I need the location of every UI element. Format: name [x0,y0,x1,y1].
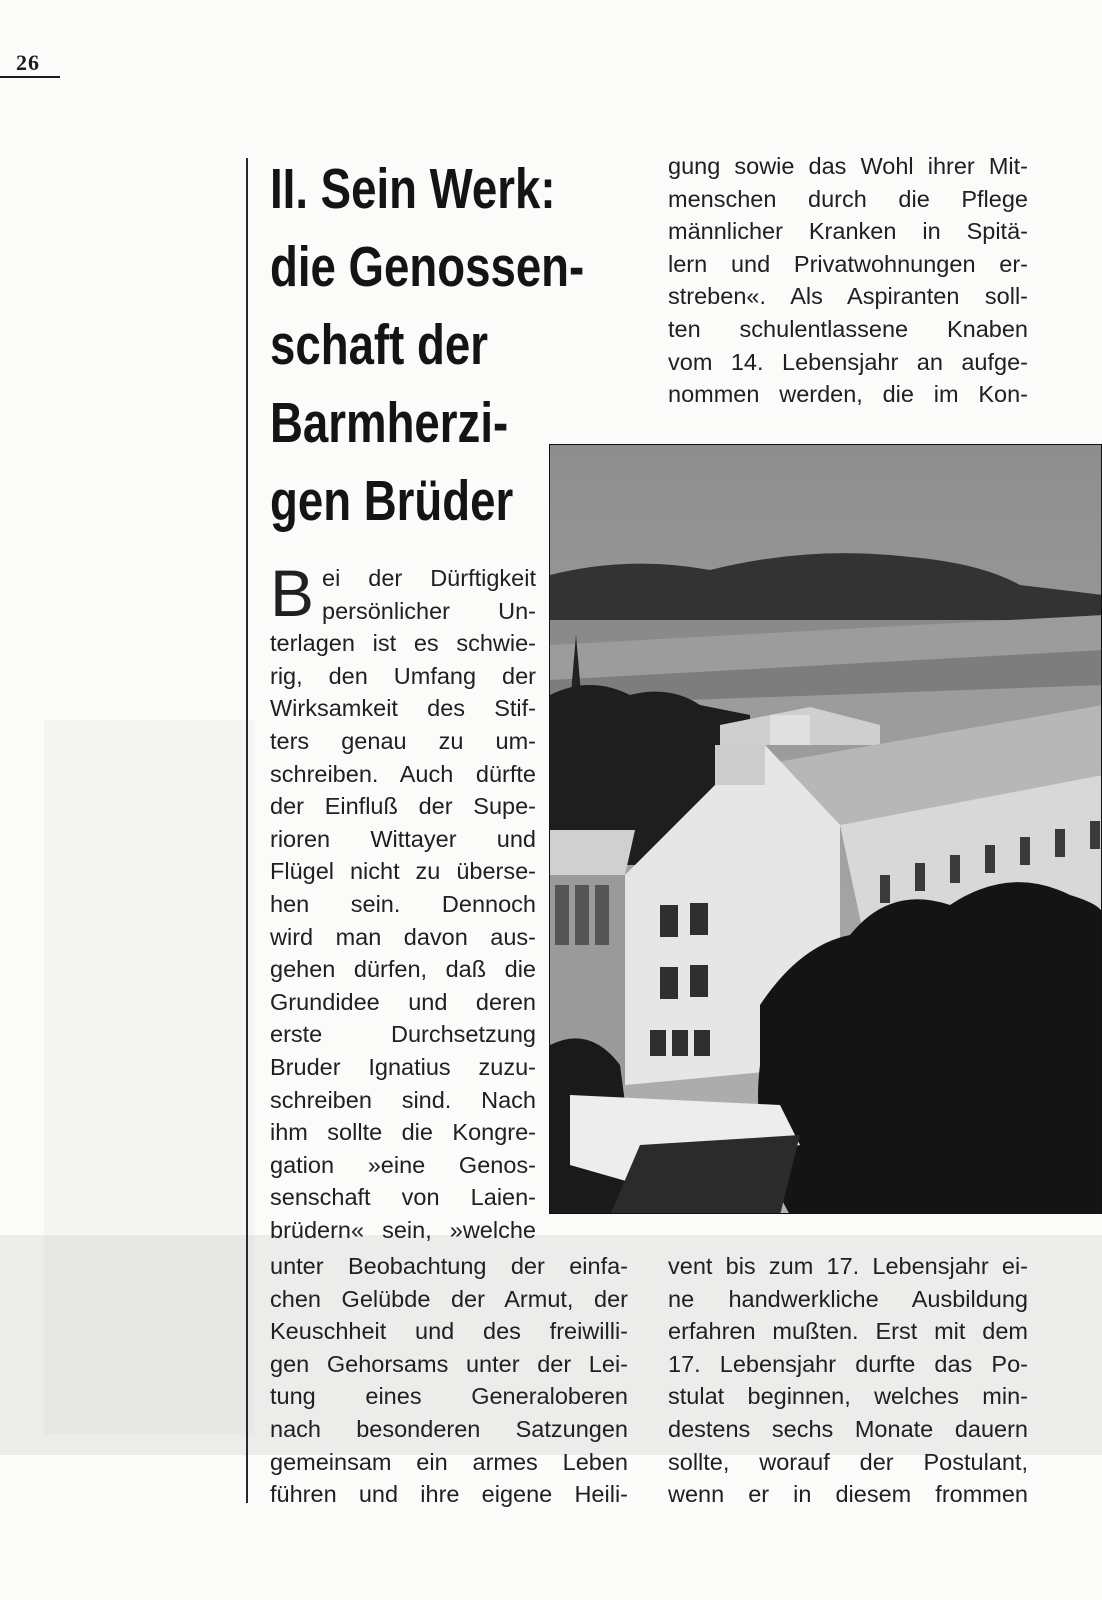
building-photo [549,444,1102,1214]
page-number: 26 [16,50,40,75]
text-line: Flügel nicht zu überse- [270,858,536,885]
text-line: gemeinsam ein armes Leben [270,1448,628,1475]
text-line: lern und Privatwohnungen er- [668,250,1028,277]
text-line: gung sowie das Wohl ihrer Mit- [668,153,1028,179]
text-column-left-wide [270,1250,628,1511]
text-line: wird man davon aus- [270,923,536,950]
text-column-left-narrow [270,556,536,1246]
text-line: erste Durchsetzung [270,1021,536,1048]
text-line: streben«. Als Aspiranten soll- [668,283,1028,310]
text-line: der Einfluß der Supe- [270,793,536,820]
text-line: 17. Lebensjahr durfte das Po- [668,1350,1028,1377]
text-line: Grundidee und deren [270,988,536,1015]
text-line: erfahren mußten. Erst mit dem [668,1318,1028,1345]
text-line: wenn er in diesem frommen [668,1481,1028,1508]
text-line: hen sein. Dennoch [270,890,536,917]
chapter-heading [270,150,585,540]
text-line: nommen werden, die im Kon- [668,381,1028,408]
heading-line: gen Brüder [270,469,514,533]
text-line: ihm sollte die Kongre- [270,1119,536,1146]
text-line: tung eines Generaloberen [270,1383,628,1410]
page-number-rule [0,76,60,78]
text-line: gehen dürfen, daß die [270,956,536,983]
text-line: brüdern« sein, »welche [270,1216,536,1243]
heading-line: II. Sein Werk: [270,157,556,221]
heading-line: schaft der [270,313,488,377]
text-line: Bruder Ignatius zuzu- [270,1053,536,1080]
text-line: menschen durch die Pflege [668,185,1028,212]
building-photo-icon [550,445,1102,1214]
text-line: gation »eine Genos- [270,1151,536,1178]
text-column-top-right [668,150,1028,411]
column-rule [246,158,248,1503]
text-line: destens sechs Monate dauern [668,1415,1028,1442]
text-line: vom 14. Lebensjahr an aufge- [668,348,1028,375]
text-line: senschaft von Laien- [270,1184,536,1211]
text-line: Wirksamkeit des Stif- [270,695,536,722]
text-line: Keuschheit und des freiwilli- [270,1318,628,1345]
heading-line: Barmherzi- [270,391,509,455]
text-line: gen Gehorsams unter der Lei- [270,1350,628,1377]
text-line: männlicher Kranken in Spitä- [668,218,1028,245]
text-line: chen Gelübde der Armut, der [270,1285,628,1312]
text-line: rig, den Umfang der [270,662,536,689]
text-line: unter Beobachtung der einfa- [270,1253,628,1279]
text-column-bottom-right [668,1250,1028,1511]
heading-line: die Genossen- [270,235,585,299]
text-line: ei der Dürftigkeit [322,565,536,591]
text-line: ters genau zu um- [270,727,536,754]
text-line: ne handwerkliche Ausbildung [668,1285,1028,1312]
text-line: sollte, worauf der Postulant, [668,1448,1028,1475]
text-line: rioren Wittayer und [270,825,536,852]
text-line: ten schulentlassene Knaben [668,315,1028,342]
text-line: führen und ihre eigene Heili- [270,1481,628,1508]
text-line: schreiben. Auch dürfte [270,760,536,787]
text-line: nach besonderen Satzungen [270,1415,628,1442]
text-line: terlagen ist es schwie- [270,630,536,657]
text-line: stulat beginnen, welches min- [668,1383,1028,1410]
text-line: vent bis zum 17. Lebensjahr ei- [668,1253,1028,1279]
text-line: persönlicher Un- [322,597,536,624]
drop-cap: B [270,556,315,630]
text-line: schreiben sind. Nach [270,1086,536,1113]
